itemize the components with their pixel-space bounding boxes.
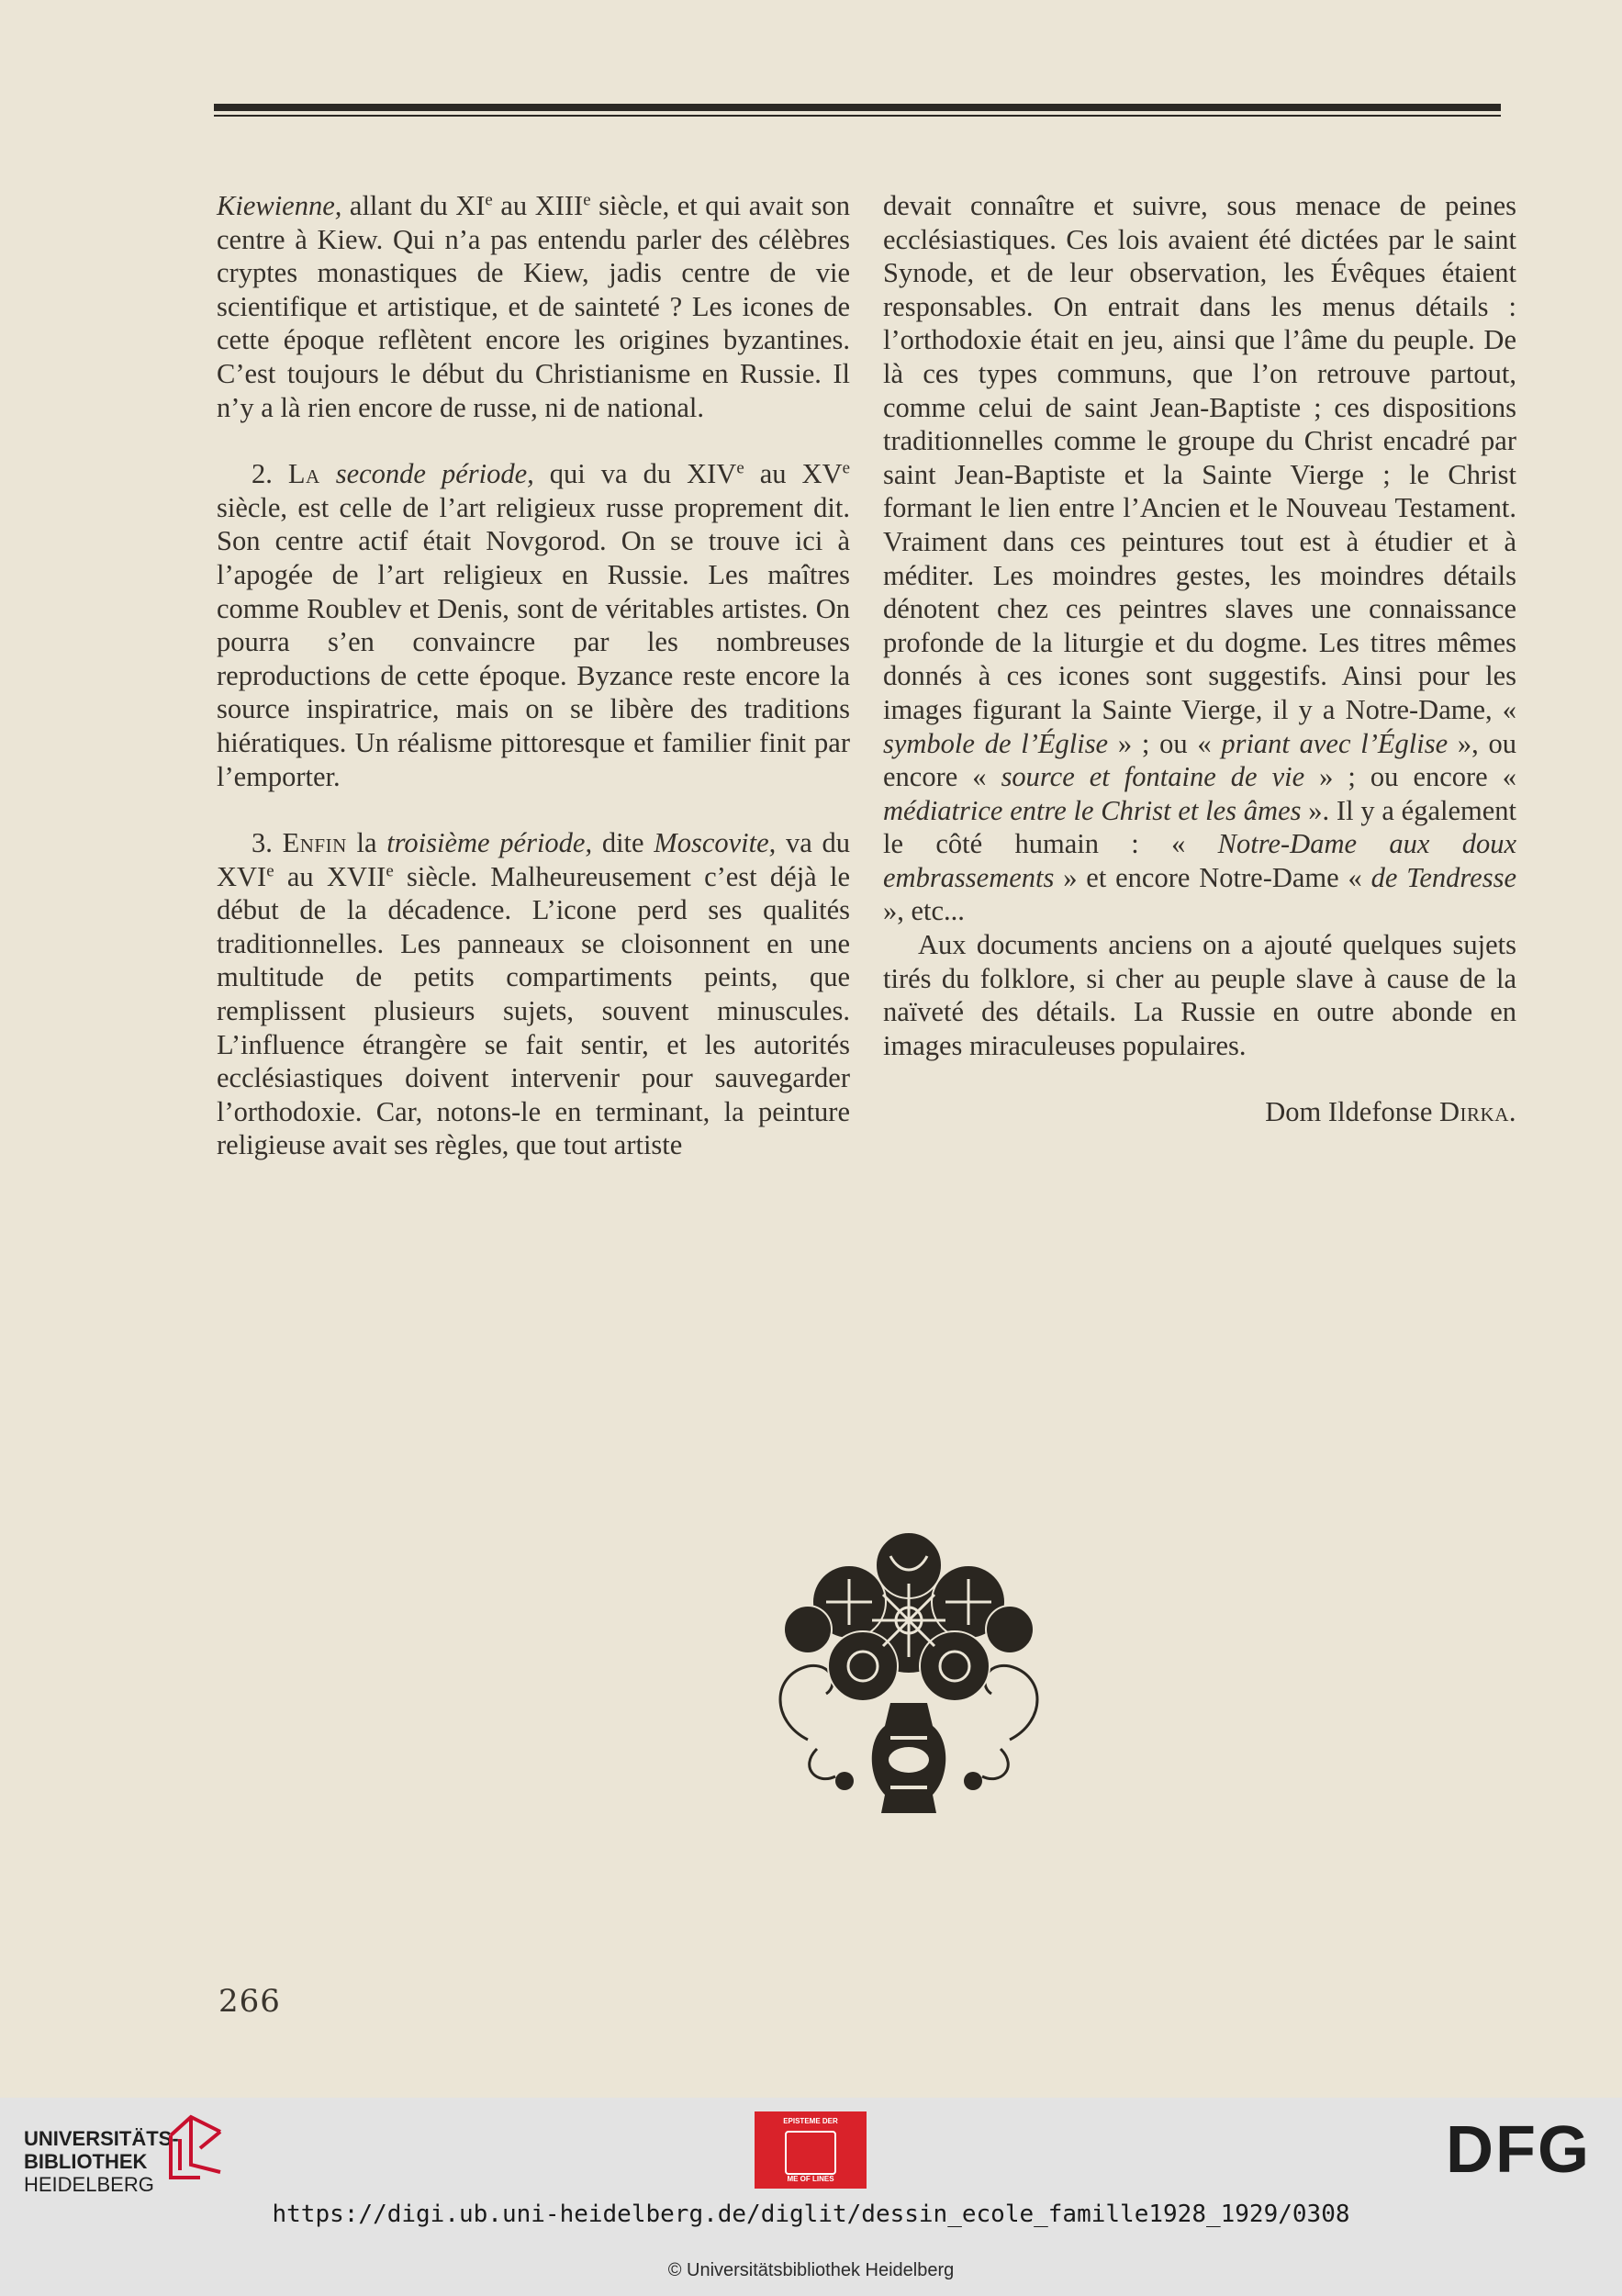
superscript: e	[736, 458, 744, 478]
author-surname: Dirka.	[1439, 1096, 1516, 1128]
author-name: Dom Ildefonse	[1265, 1096, 1440, 1128]
text-run: ». Il y a également le côté humain : «	[883, 794, 1516, 860]
paragraph-troisieme-periode	[217, 826, 850, 1162]
header-rule-thick	[214, 104, 1501, 111]
smallcaps-text: La	[287, 458, 320, 490]
smallcaps-text: Enfin	[282, 827, 347, 859]
text-run: » et encore Notre-Dame «	[1054, 861, 1371, 893]
italic-text: de Tendresse	[1370, 861, 1516, 893]
paragraph-kiewienne	[217, 189, 850, 424]
epistemes-logo-text: ME OF LINES	[787, 2175, 834, 2183]
text-run: siècle, et qui avait son centre à Kiew. Qui n’a pas entendu parler des célèbres cryptes monastiques de Kiew, jadis centre de vie scientifique et artistique, et de sainteté ? Les icones de cette époque reflètent encore les origines byzantines. C’est toujours le début du Christianisme en Russie. Il n’y a là rien encore de russe, ni de national.	[217, 190, 850, 423]
right-column	[883, 189, 1516, 1129]
text-run: qui va du XIV	[533, 458, 737, 490]
text-run: », ou encore «	[883, 727, 1516, 793]
dfg-logo[interactable]: DFG	[1446, 2113, 1591, 2187]
epistemes-logo-text: EPISTEME DER	[783, 2117, 838, 2125]
text-run: siècle, est celle de l’art religieux russe proprement dit. Son centre actif était Novgorod. On se trouve ici à l’apogée de l’art religieux en Russie. Les maîtres comme Roublev et Denis, sont de véritables artistes. On pourra s’en convaincre par les nombreuses reproductions de cette époque. Byzance reste encore la source inspiratrice, mais on se libère des traditions hiératiques. Un réalisme pittoresque et familier finit par l’emporter.	[217, 491, 850, 792]
superscript: e	[842, 458, 851, 478]
list-number: 3.	[252, 827, 283, 859]
copyright-notice: © Universitätsbibliothek Heidelberg	[667, 2260, 955, 2280]
superscript: e	[386, 861, 394, 881]
ub-heidelberg-logo-icon[interactable]	[163, 2108, 228, 2183]
italic-text: symbole de l’Église	[883, 727, 1109, 759]
text-run: devait connaître et suivre, sous menace de peines ecclésiastiques. Ces lois avaient été dictées par le saint Synode, et de leur observation, les Évêques étaient responsables. On entrait dans les menus détails : l’orthodoxie était en jeu, ainsi que l’âme du peuple. De là ces types communs, que l’on retrouve partout, comme celui de saint Jean-Baptiste ; ces dispositions traditionnelles comme le groupe du Christ encadré par saint Jean-Baptiste et la Sainte Vierge ; le Christ formant le lien entre l’Ancien et le Nouveau Testament. Vraiment dans ces peintures tout est à étudier et à méditer. Les moindres gestes, les moindres détails dénotent chez ces peintres slaves une connaissance profonde de la liturgie et du dogme. Les titres mêmes donnés à ces icones sont suggestifs. Ainsi pour les images figurant la Sainte Vierge, il y a Notre-Dame, «	[883, 190, 1516, 725]
italic-text: Moscovite,	[654, 827, 777, 859]
left-column	[217, 189, 850, 1162]
text-run: » ; ou encore «	[1304, 761, 1516, 793]
permalink-url[interactable]: https://digi.ub.uni-heidelberg.de/diglit/dessin_ecole_famille1928_1929/0308	[272, 2201, 1350, 2228]
text-run: », etc...	[883, 895, 965, 927]
italic-text: Kiewienne,	[217, 190, 342, 221]
text-run: dite	[592, 827, 654, 859]
library-name[interactable]	[24, 2127, 179, 2196]
italic-text: troisième période,	[386, 827, 593, 859]
text-run: siècle. Malheureusement c’est déjà le début de la décadence. L’icone perd ses qualités traditionnelles. Les panneaux se cloisonnent en une multitude de petits compartiments peints, que remplissent plusieurs sujets, souvent minuscules. L’influence étrangère se fait sentir, et les autorités ecclésiastiques doivent intervenir pour sauvegarder l’orthodoxie. Car, notons-le en terminant, la peinture religieuse avait ses règles, que tout artiste	[217, 860, 850, 1161]
italic-text: priant avec l’Église	[1221, 727, 1449, 759]
text-run: » ; ou «	[1108, 727, 1222, 759]
library-name-line: BIBLIOTHEK	[24, 2150, 148, 2173]
header-rule-thin	[214, 115, 1501, 117]
paragraph-regles	[883, 189, 1516, 928]
page-number: 266	[218, 1983, 281, 2020]
text-run: la	[346, 827, 387, 859]
paragraph-folklore: Aux documents anciens on a ajouté quelques sujets tirés du folklore, si cher au peuple slave à cause de la naïveté des détails. La Russie en outre abonde en images miraculeuses populaires.	[883, 929, 1516, 1061]
superscript: e	[485, 190, 493, 210]
list-number: 2.	[252, 458, 288, 490]
text-run: au XVII	[274, 860, 386, 892]
italic-text: Notre-Dame aux doux embrassements	[883, 828, 1516, 893]
italic-text: seconde période,	[335, 458, 534, 490]
italic-text: source et fontaine de vie	[1001, 761, 1305, 793]
epistemes-face-icon	[785, 2131, 836, 2175]
paragraph-seconde-periode	[217, 457, 850, 793]
library-name-line: UNIVERSITÄTS-	[24, 2127, 179, 2150]
author-signature	[883, 1095, 1516, 1129]
epistemes-logo[interactable]	[755, 2111, 867, 2189]
superscript: e	[266, 861, 274, 881]
italic-text: médiatrice entre le Christ et les âmes	[883, 794, 1302, 826]
flower-vase-ornament-icon	[753, 1519, 1065, 1831]
text-run: au XV	[744, 458, 843, 490]
superscript: e	[583, 190, 591, 210]
text-run: allant du XI	[341, 190, 486, 221]
library-name-line: HEIDELBERG	[24, 2173, 154, 2196]
text-run: va du XVI	[217, 827, 850, 892]
text-run: au XIII	[492, 190, 584, 221]
text-run	[320, 458, 336, 489]
